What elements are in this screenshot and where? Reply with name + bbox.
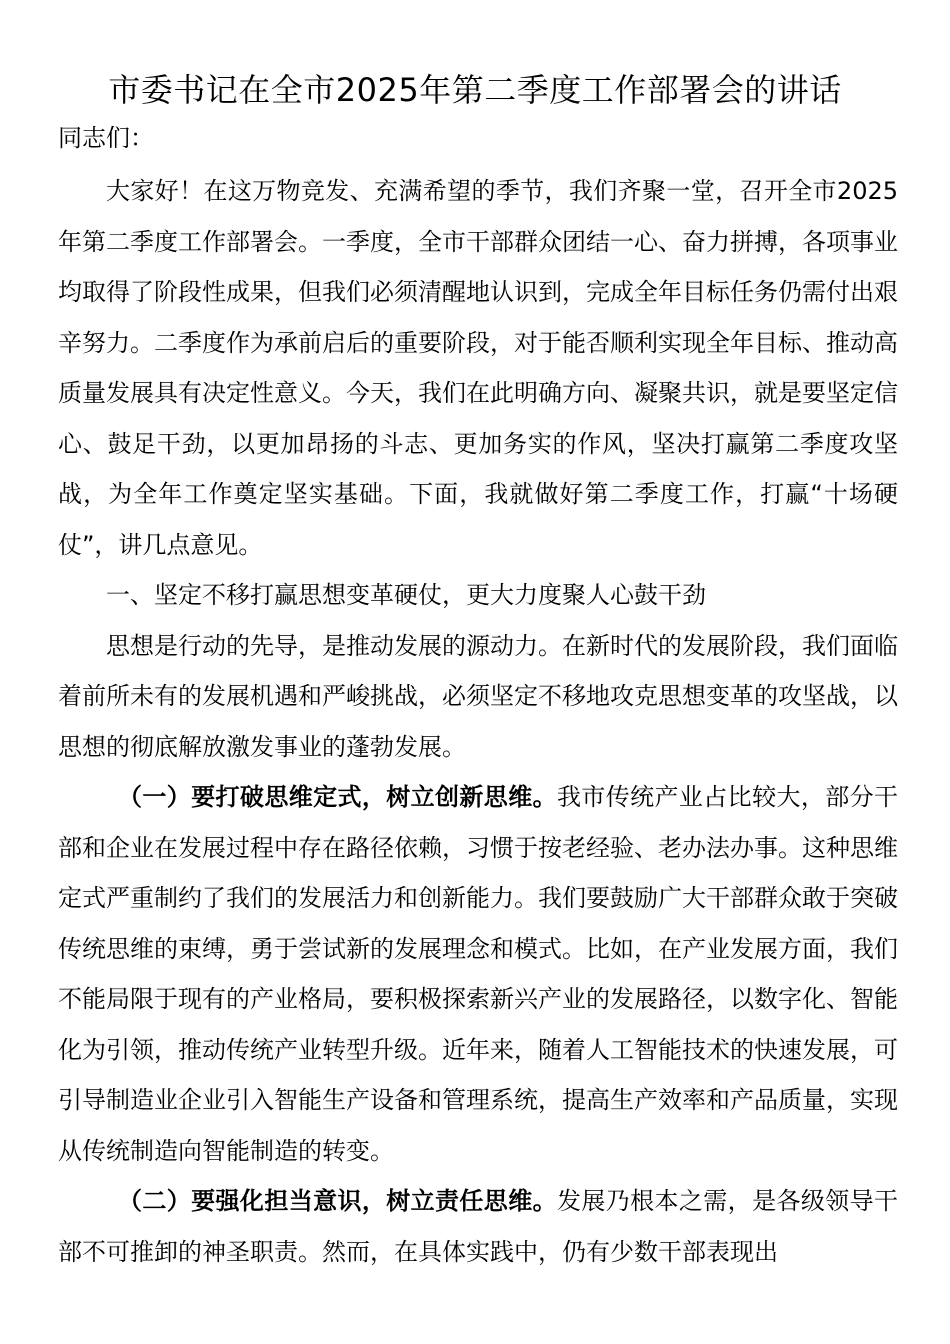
subsection-1-heading: （一）要打破思维定式，树立创新思维。 xyxy=(118,783,557,811)
document-body xyxy=(58,166,898,1277)
subsection-2-paragraph xyxy=(58,1176,898,1277)
subsection-2-heading: （二）要强化担当意识，树立责任思维。 xyxy=(118,1187,557,1215)
document-title: 市委书记在全市2025年第二季度工作部署会的讲话 xyxy=(108,71,842,109)
section-1-paragraph: 思想是行动的先导，是推动发展的源动力。在新时代的发展阶段，我们面临着前所未有的发展机遇和严峻挑战，必须坚定不移地攻克思想变革的攻坚战，以思想的彻底解放激发事业的蓬勃发展。 xyxy=(58,631,898,761)
section-1-heading: 一、坚定不移打赢思想变革硬仗，更大力度聚人心鼓干劲 xyxy=(106,581,706,609)
subsection-2-text: 发展乃根本之需，是各级领导干部不可推卸的神圣职责。然而，在具体实践中，仍有少数干部表现出 xyxy=(58,1187,899,1266)
salutation: 同志们： xyxy=(58,124,154,152)
intro-paragraph: 大家好！在这万物竞发、充满希望的季节，我们齐聚一堂，召开全市2025年第二季度工作部署会。一季度，全市干部群众团结一心、奋力拼搏，各项事业均取得了阶段性成果，但我们必须清醒地认识到，完成全年目标任务仍需付出艰辛努力。二季度作为承前启后的重要阶段，对于能否顺利实现全年目标、推动高质量发展具有决定性意义。今天，我们在此明确方向、凝聚共识，就是要坚定信心、鼓足干劲，以更加昂扬的斗志、更加务实的作风，坚决打赢第二季度攻坚战，为全年工作奠定坚实基础。下面，我就做好第二季度工作，打赢“十场硬仗”，讲几点意见。 xyxy=(58,177,898,559)
subsection-1-paragraph xyxy=(58,772,898,1176)
subsection-1-text: 我市传统产业占比较大，部分干部和企业在发展过程中存在路径依赖，习惯于按老经验、老办法办事。这种思维定式严重制约了我们的发展活力和创新能力。我们要鼓励广大干部群众敢于突破传统思维的束缚，勇于尝试新的发展理念和模式。比如，在产业发展方面，我们不能局限于现有的产业格局，要积极探索新兴产业的发展路径，以数字化、智能化为引领，推动传统产业转型升级。近年来，随着人工智能技术的快速发展，可引导制造业企业引入智能生产设备和管理系统，提高生产效率和产品质量，实现从传统制造向智能制造的转变。 xyxy=(58,783,899,1165)
